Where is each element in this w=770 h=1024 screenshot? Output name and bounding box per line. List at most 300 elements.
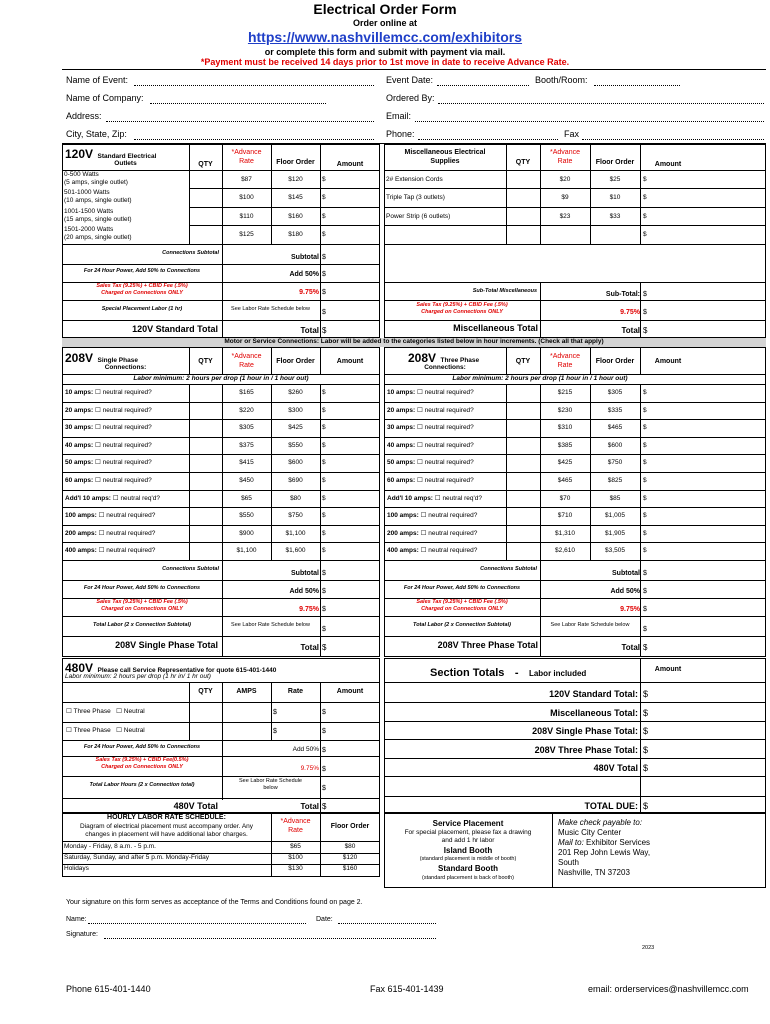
s208a-row-amount[interactable]: $ [322, 442, 326, 449]
page-title: Electrical Order Form [313, 1, 457, 17]
misc-row-floor: $33 [609, 213, 621, 220]
exhibitors-link[interactable]: https://www.nashvillemcc.com/exhibitors [247, 29, 523, 45]
s120-row-label: 1501-2000 Watts (20 amps, single outlet) [64, 226, 132, 241]
s208a-row-label: 60 amps: ☐ neutral required? [65, 477, 152, 484]
footer-fax: Fax 615-401-1439 [370, 984, 444, 994]
s208b-connections-subtotal-label: Connections Subtotal [480, 566, 537, 572]
misc-subtotal-misc-label: Sub-Total Miscellaneous [472, 288, 537, 294]
s208b-row-adv: $70 [559, 495, 571, 502]
s208b-title: Three Phase [440, 357, 480, 364]
s480-amount-header: Amount [336, 688, 364, 695]
s120-row-adv: $87 [241, 176, 252, 183]
totals-row-value[interactable]: $ [643, 745, 649, 755]
s208a-row-floor: $425 [288, 424, 303, 431]
s480-labor-min: Labor minimum: 2 hours per drop (1 hr in/ 1 hr out) [65, 673, 211, 680]
s208b-row-label: 60 amps: ☐ neutral required? [387, 477, 474, 484]
s208a-adv-header: *Advance Rate [231, 353, 262, 369]
s208b-row-label: 400 amps: ☐ neutral required? [387, 547, 478, 554]
payable-block: Make check payable to: Music City Center Mail to: Exhibitor Services 201 Rep John Lewis Way, South Nashville, TN 37203 [558, 818, 651, 877]
s208a-row-floor: $300 [288, 407, 303, 414]
s120-row-floor: $145 [288, 194, 303, 201]
s208a-floor-header: Floor Order [276, 358, 315, 365]
s208a-row-amount[interactable]: $ [322, 477, 326, 484]
misc-row-adv: $23 [559, 213, 571, 220]
s208b-row-floor: $825 [607, 477, 623, 484]
s208b-row-floor: $3,505 [605, 547, 625, 554]
s480-add50-value[interactable]: $ [322, 747, 326, 754]
city-label: City, State, Zip: [66, 129, 127, 139]
misc-subtotal-label: Sub-Total: [605, 291, 640, 298]
s208b-row-adv: $710 [557, 512, 573, 519]
misc-subtotal-value[interactable]: $ [643, 291, 647, 298]
neutral-checkbox[interactable]: ☐ [95, 442, 101, 449]
voltage-208v-three: 208V [408, 351, 437, 365]
neutral-checkbox[interactable]: ☐ [95, 424, 101, 431]
s120-row-label: 501-1000 Watts (10 amps, single outlet) [64, 189, 132, 204]
signature-field[interactable] [104, 938, 436, 939]
s208a-row-amount[interactable]: $ [322, 407, 326, 414]
s208b-labor-min: Labor minimum: 2 hours per drop (1 hour in / 1 hour out) [452, 375, 628, 382]
s120-row-amount[interactable]: $ [322, 213, 326, 220]
misc-row-label: Triple Tap (3 outlets) [386, 194, 445, 201]
s120-tax-pct: 9.75% [299, 289, 319, 296]
s120-row-amount[interactable]: $ [322, 231, 326, 238]
s480-row1-amount[interactable]: $ [322, 709, 326, 716]
s208a-row-label: 200 amps: ☐ neutral required? [65, 530, 156, 537]
s208b-row-amount[interactable]: $ [643, 547, 647, 554]
s120-row-adv: $110 [239, 213, 254, 220]
misc-tax-label: Sales Tax (9.25%) + CBID Fee (.5%) Charged on Connections ONLY [416, 302, 508, 315]
s208b-row-label: Add'l 10 amps: ☐ neutral req'd? [387, 495, 482, 502]
s208a-labor-label: Total Labor (2 x Connection Subtotal) [93, 622, 191, 628]
neutral-checkbox[interactable]: ☐ [417, 407, 423, 414]
s208b-row-adv: $215 [557, 389, 573, 396]
totals-row-value[interactable]: $ [643, 708, 649, 718]
standard-booth-note: (standard placement is back of booth) [421, 875, 515, 881]
s208b-labor-value[interactable]: $ [643, 626, 647, 633]
s480-row2-amount[interactable]: $ [322, 728, 326, 735]
misc-adv-header: *Advance Rate [550, 149, 580, 165]
s208b-tax-label: Sales Tax (9.25%) + CBID Fee (.5%) Charged on Connections ONLY [416, 599, 508, 612]
footer-email[interactable]: email: orderservices@nashvillemcc.com [588, 984, 749, 994]
standard-booth: Standard Booth [438, 864, 498, 873]
misc-row-adv: $20 [559, 176, 571, 183]
s208b-total-value[interactable]: $ [643, 643, 648, 652]
misc-row-floor: $25 [609, 176, 621, 183]
s480-total-word: Total [300, 802, 319, 811]
s208b-tax-pct: 9.75% [620, 606, 640, 613]
s480-tax-label: Sales Tax (9.25%) + CBID Fee(0.5%) Charged on Connections ONLY [95, 757, 189, 770]
misc-row-amount[interactable]: $ [643, 231, 647, 238]
event-date-field[interactable] [437, 85, 529, 86]
footer-phone: Phone 615-401-1440 [66, 984, 151, 994]
s208b-add50-value[interactable]: $ [643, 588, 647, 595]
s480-row1-rate[interactable]: $ [273, 709, 277, 716]
s208a-tax-label: Sales Tax (9.25%) + CBID Fee (.5%) Charged on Connections ONLY [96, 599, 188, 612]
ordered-by-label: Ordered By: [386, 93, 435, 103]
hourly-row-label: Monday - Friday, 8 a.m. - 5 p.m. [64, 843, 156, 850]
total-due-value[interactable]: $ [643, 801, 649, 811]
s120-labor-schedule-note: See Labor Rate Schedule below [231, 306, 310, 312]
s208b-row-amount[interactable]: $ [643, 389, 647, 396]
s480-labor-label: Total Labor Hours (2 x Connection total) [89, 782, 195, 788]
s208a-row-adv: $305 [239, 424, 254, 431]
s120-row-amount[interactable]: $ [322, 176, 326, 183]
s208a-connections-subtotal-label: Connections Subtotal [162, 566, 219, 572]
misc-total-label: Miscellaneous Total [453, 323, 538, 333]
s208b-total-word: Total [621, 643, 640, 652]
totals-row-value[interactable]: $ [643, 726, 649, 736]
s208a-add50-label: Add 50% [289, 588, 319, 595]
s208b-row-floor: $335 [607, 407, 623, 414]
s208b-row-amount[interactable]: $ [643, 512, 647, 519]
hourly-title: HOURLY LABOR RATE SCHEDULE: [107, 814, 226, 821]
hourly-row-label: Saturday, Sunday, and after 5 p.m. Monday-Friday [64, 854, 209, 861]
hourly-row-label: Holidays [64, 865, 89, 872]
misc-total-word: Total [621, 326, 640, 335]
s208b-tax-value[interactable]: $ [643, 606, 647, 613]
s120-connections-subtotal-label: Connections Subtotal [162, 250, 219, 256]
s208a-tax-value[interactable]: $ [322, 606, 326, 613]
s208b-row-adv: $465 [557, 477, 573, 484]
s208b-row-floor: $1,005 [605, 512, 625, 519]
s208b-connections-label: Connections: [424, 364, 466, 371]
s208a-qty-header: QTY [198, 358, 213, 365]
event-name-field[interactable] [134, 85, 374, 86]
s208a-total-value[interactable]: $ [322, 643, 327, 652]
s208b-row-adv: $310 [557, 424, 573, 431]
s208b-row-adv: $2,610 [555, 547, 575, 554]
misc-total-value[interactable]: $ [643, 326, 648, 335]
s208b-amount-header: Amount [654, 358, 682, 365]
s208a-row-amount[interactable]: $ [322, 530, 326, 537]
totals-row-value[interactable]: $ [643, 763, 649, 773]
misc-amount-header: Amount [654, 161, 682, 168]
s208a-row-amount[interactable]: $ [322, 495, 326, 502]
s208b-subtotal-value[interactable]: $ [643, 570, 647, 577]
s120-row-floor: $180 [288, 231, 303, 238]
s120-row-floor: $160 [288, 213, 303, 220]
s208a-subtotal-value[interactable]: $ [322, 570, 326, 577]
hourly-row-floor: $120 [342, 854, 358, 861]
s208b-row-label: 40 amps: ☐ neutral required? [387, 442, 474, 449]
signature-name-label: Name: [66, 916, 87, 923]
s208a-labor-min: Labor minimum: 2 hours per drop (1 hour in / 1 hour out) [133, 375, 309, 382]
s208a-tax-pct: 9.75% [299, 606, 319, 613]
voltage-480v: 480V [65, 661, 94, 675]
misc-tax-pct: 9.75% [620, 309, 640, 316]
s208a-row-adv: $1,100 [236, 547, 257, 554]
s480-24hr-label: For 24 Hour Power, Add 50% to Connections [83, 744, 201, 750]
fax-label: Fax [564, 129, 580, 139]
s208a-row-label: 50 amps: ☐ neutral required? [65, 459, 152, 466]
totals-row-value[interactable]: $ [643, 689, 649, 699]
company-field[interactable] [150, 103, 326, 104]
misc-qty-header: QTY [515, 159, 531, 166]
s208b-row-amount[interactable]: $ [643, 530, 647, 537]
s208b-row-floor: $85 [609, 495, 621, 502]
s208a-row-label: 30 amps: ☐ neutral required? [65, 424, 152, 431]
s208b-row-amount[interactable]: $ [643, 442, 647, 449]
event-name-label: Name of Event: [66, 75, 129, 85]
s208b-row-floor: $305 [607, 389, 623, 396]
s480-add50-label: Add 50% [292, 746, 319, 753]
s208a-labor-schedule-note: See Labor Rate Schedule below [231, 622, 310, 628]
s208a-subtotal-label: Subtotal [291, 570, 319, 577]
s208a-add50-value[interactable]: $ [322, 588, 326, 595]
motor-connection-note: Motor or Service Connections: Labor will be added to the categories listed below in hour increments. (Check all that apply) [62, 338, 766, 347]
s208a-row-adv: $415 [239, 459, 254, 466]
phone-field[interactable] [418, 139, 558, 140]
island-booth: Island Booth [443, 846, 493, 855]
s208a-row-floor: $690 [288, 477, 303, 484]
totals-row-label: 480V Total [593, 763, 638, 773]
s208b-row-adv: $385 [557, 442, 573, 449]
s480-labor-value[interactable]: $ [322, 785, 326, 792]
voltage-120v: 120V [65, 147, 94, 161]
neutral-checkbox[interactable]: ☐ [98, 530, 105, 537]
hourly-floor-header: Floor Order [330, 823, 370, 830]
order-online-text: Order online at [352, 18, 417, 28]
misc-title: Miscellaneous Electrical Supplies [404, 149, 486, 165]
s208a-amount-header: Amount [336, 358, 364, 365]
neutral-checkbox[interactable]: ☐ [420, 547, 427, 554]
s120-row-amount[interactable]: $ [322, 194, 326, 201]
s480-tax-pct: 9.75% [300, 765, 319, 772]
form-year: 2023 [642, 945, 655, 951]
s208b-floor-header: Floor Order [595, 358, 635, 365]
s120-subtotal-value[interactable]: $ [322, 254, 326, 261]
placement-instructions: For special placement, please fax a drawing and add 1 hr labor [404, 829, 532, 844]
s480-title: Please call Service Representative for quote 615-401-1440 [97, 667, 277, 674]
totals-row-label: 120V Standard Total: [549, 689, 638, 699]
s208a-labor-value[interactable]: $ [322, 626, 326, 633]
email-label: Email: [386, 111, 412, 121]
misc-floor-header: Floor Order [595, 159, 635, 166]
totals-row-label: 208V Single Phase Total: [532, 726, 638, 736]
s208a-row-amount[interactable]: $ [322, 459, 326, 466]
s208a-row-floor: $750 [288, 512, 303, 519]
s208b-row-floor: $600 [607, 442, 623, 449]
s120-floor-header: Floor Order [276, 159, 315, 166]
neutral-checkbox[interactable]: ☐ [434, 495, 441, 502]
s208a-row-floor: $1,600 [285, 547, 306, 554]
placement-title: Service Placement [432, 819, 504, 828]
s120-row-label: 1001-1500 Watts (15 amps, single outlet) [64, 208, 132, 223]
payment-deadline-note: *Payment must be received 14 days prior to 1st move in date to receive Advance Rate. [200, 57, 570, 67]
neutral-checkbox[interactable]: ☐ [417, 424, 423, 431]
neutral-checkbox[interactable]: ☐ [95, 459, 101, 466]
city-field[interactable] [134, 139, 374, 140]
signature-acceptance: Your signature on this form serves as acceptance of the Terms and Conditions found on page 2. [66, 899, 363, 906]
s208a-row-floor: $550 [288, 442, 303, 449]
misc-row-amount[interactable]: $ [643, 213, 647, 220]
hourly-row-adv: $100 [288, 854, 303, 861]
s120-24hr-label: For 24 Hour Power, Add 50% to Connections [83, 268, 201, 274]
s208b-row-amount[interactable]: $ [643, 495, 647, 502]
s208a-24hr-label: For 24 Hour Power, Add 50% to Connections [83, 585, 201, 591]
s208b-row-label: 100 amps: ☐ neutral required? [387, 512, 478, 519]
neutral-checkbox[interactable]: ☐ [112, 495, 119, 502]
s208a-row-label: 100 amps: ☐ neutral required? [65, 512, 156, 519]
s480-row2[interactable]: ☐ Three Phase ☐ Neutral [66, 727, 145, 734]
s208a-row-adv: $550 [239, 512, 254, 519]
s208b-row-label: 50 amps: ☐ neutral required? [387, 459, 474, 466]
s208a-row-label: 40 amps: ☐ neutral required? [65, 442, 152, 449]
s120-adv-header: *Advance Rate [231, 149, 262, 165]
signature-date-label: Date: [316, 916, 333, 923]
fax-field[interactable] [582, 139, 764, 140]
neutral-checkbox[interactable]: ☐ [417, 477, 423, 484]
s208a-row-adv: $65 [241, 495, 252, 502]
hourly-note: Diagram of electrical placement must accompany order. Any changes in placement will have additional labor charges. [79, 823, 254, 838]
misc-tax-value[interactable]: $ [643, 309, 647, 316]
misc-row-amount[interactable]: $ [643, 176, 647, 183]
s208a-row-adv: $900 [239, 530, 254, 537]
s208b-row-adv: $425 [557, 459, 573, 466]
total-due-label: TOTAL DUE: [584, 801, 638, 811]
hourly-row-adv: $130 [288, 865, 303, 872]
s208b-labor-label: Total Labor (2 x Connection Subtotal) [413, 622, 511, 628]
s208b-labor-schedule-note: See Labor Rate Schedule below [550, 622, 630, 628]
s208b-row-adv: $1,310 [555, 530, 575, 537]
event-date-label: Event Date: [386, 75, 434, 85]
totals-row-label: Miscellaneous Total: [550, 708, 638, 718]
island-booth-note: (standard placement is middle of booth) [419, 856, 517, 862]
s120-outlets-label: Outlets [114, 160, 137, 167]
s480-labor-schedule-note: See Labor Rate Schedule below [239, 778, 302, 791]
s120-row-adv: $100 [239, 194, 254, 201]
misc-row-floor: $10 [609, 194, 621, 201]
s208b-row-adv: $230 [557, 407, 573, 414]
voltage-208v-single: 208V [65, 351, 94, 365]
company-label: Name of Company: [66, 93, 144, 103]
s120-amount-header: Amount [336, 161, 364, 168]
s208b-subtotal-label: Subtotal [612, 570, 640, 577]
s208b-qty-header: QTY [515, 358, 531, 365]
s208a-connections-label: Connections: [104, 364, 147, 371]
s480-total-label: 480V Total [173, 801, 218, 811]
misc-row-amount[interactable]: $ [643, 194, 647, 201]
s208b-row-label: 20 amps: ☐ neutral required? [387, 407, 474, 414]
neutral-checkbox[interactable]: ☐ [95, 477, 101, 484]
s120-row-adv: $125 [239, 231, 254, 238]
s480-row1[interactable]: ☐ Three Phase ☐ Neutral [66, 708, 145, 715]
s480-rate-header: Rate [287, 688, 304, 695]
s208b-row-floor: $1,905 [605, 530, 625, 537]
mail-instruction: or complete this form and submit with payment via mail. [264, 47, 506, 57]
neutral-checkbox[interactable]: ☐ [420, 512, 427, 519]
booth-field[interactable] [594, 85, 680, 86]
s208b-row-amount[interactable]: $ [643, 459, 647, 466]
neutral-checkbox[interactable]: ☐ [95, 407, 101, 414]
s120-title: Standard Electrical [97, 153, 157, 160]
s120-total-label: 120V Standard Total [132, 324, 218, 334]
s208b-adv-header: *Advance Rate [550, 353, 580, 369]
s208a-row-adv: $165 [239, 389, 254, 396]
s208a-row-floor: $80 [290, 495, 301, 502]
s120-total-value[interactable]: $ [322, 326, 327, 335]
s208b-add50-label: Add 50% [610, 588, 640, 595]
s480-amps-header: AMPS [236, 688, 257, 695]
neutral-checkbox[interactable]: ☐ [417, 459, 423, 466]
s208b-row-amount[interactable]: $ [643, 407, 647, 414]
section-totals-title: Section Totals - Labor included [430, 667, 587, 679]
s120-row-label: 0-500 Watts (5 amps, single outlet) [64, 171, 128, 186]
hourly-row-floor: $160 [342, 865, 358, 872]
s208a-total-label: 208V Single Phase Total [115, 640, 218, 650]
hourly-row-adv: $65 [290, 843, 301, 850]
ordered-by-field[interactable] [438, 103, 764, 104]
s120-tax-value[interactable]: $ [322, 289, 326, 296]
misc-row-label: Power Strip (6 outlets) [386, 213, 451, 220]
s120-row-floor: $120 [288, 176, 303, 183]
neutral-checkbox[interactable]: ☐ [98, 547, 105, 554]
hourly-row-floor: $80 [344, 843, 356, 850]
s208a-row-adv: $375 [239, 442, 254, 449]
s208a-row-floor: $260 [288, 389, 303, 396]
s208b-row-label: 200 amps: ☐ neutral required? [387, 530, 478, 537]
signature-name-field[interactable] [88, 923, 306, 924]
s208a-row-amount[interactable]: $ [322, 547, 326, 554]
s120-tax-label: Sales Tax (9.25%) + CBID Fee (.5%) Charged on Connections ONLY [96, 283, 188, 296]
s120-qty-header: QTY [198, 161, 213, 168]
s208b-row-label: 30 amps: ☐ neutral required? [387, 424, 474, 431]
address-label: Address: [66, 111, 102, 121]
s208b-row-amount[interactable]: $ [643, 424, 647, 431]
booth-label: Booth/Room: [535, 75, 588, 85]
s120-add50-label: Add 50% [289, 271, 319, 278]
totals-row-label: 208V Three Phase Total: [534, 745, 638, 755]
s208a-row-amount[interactable]: $ [322, 512, 326, 519]
neutral-checkbox[interactable]: ☐ [420, 530, 427, 537]
s208a-row-label: Add'l 10 amps: ☐ neutral req'd? [65, 495, 160, 502]
s120-subtotal-label: Subtotal [291, 254, 319, 261]
s208b-total-label: 208V Three Phase Total [437, 640, 538, 650]
s120-labor-value[interactable]: $ [322, 309, 326, 316]
s120-labor-label: Special Placement Labor (1 hr) [101, 306, 183, 312]
neutral-checkbox[interactable]: ☐ [95, 389, 101, 396]
s208b-24hr-label: For 24 Hour Power, Add 50% to Connections [403, 585, 521, 591]
s208b-row-amount[interactable]: $ [643, 477, 647, 484]
misc-row-label: 2# Extension Cords [386, 176, 443, 183]
neutral-checkbox[interactable]: ☐ [417, 389, 423, 396]
s120-total-word: Total [300, 326, 319, 335]
neutral-checkbox[interactable]: ☐ [417, 442, 423, 449]
s208a-row-adv: $450 [239, 477, 254, 484]
s208a-row-amount[interactable]: $ [322, 389, 326, 396]
s208b-row-floor: $750 [607, 459, 623, 466]
s480-tax-value[interactable]: $ [322, 766, 326, 773]
s208a-row-adv: $220 [239, 407, 254, 414]
s480-total-value[interactable]: $ [322, 802, 327, 811]
misc-row-adv: $9 [561, 194, 569, 201]
signature-date-field[interactable] [338, 923, 436, 924]
email-field[interactable] [415, 121, 764, 122]
s208b-row-floor: $465 [607, 424, 623, 431]
s120-add50-value[interactable]: $ [322, 271, 326, 278]
totals-amount-header: Amount [654, 666, 682, 673]
s208a-total-word: Total [300, 643, 319, 652]
neutral-checkbox[interactable]: ☐ [98, 512, 105, 519]
hourly-adv-header: *Advance Rate [280, 818, 311, 834]
s208a-row-label: 10 amps: ☐ neutral required? [65, 389, 152, 396]
address-field[interactable] [106, 121, 374, 122]
s208a-row-amount[interactable]: $ [322, 424, 326, 431]
s208a-row-label: 400 amps: ☐ neutral required? [65, 547, 156, 554]
s480-row2-rate[interactable]: $ [273, 728, 277, 735]
s208b-row-label: 10 amps: ☐ neutral required? [387, 389, 474, 396]
